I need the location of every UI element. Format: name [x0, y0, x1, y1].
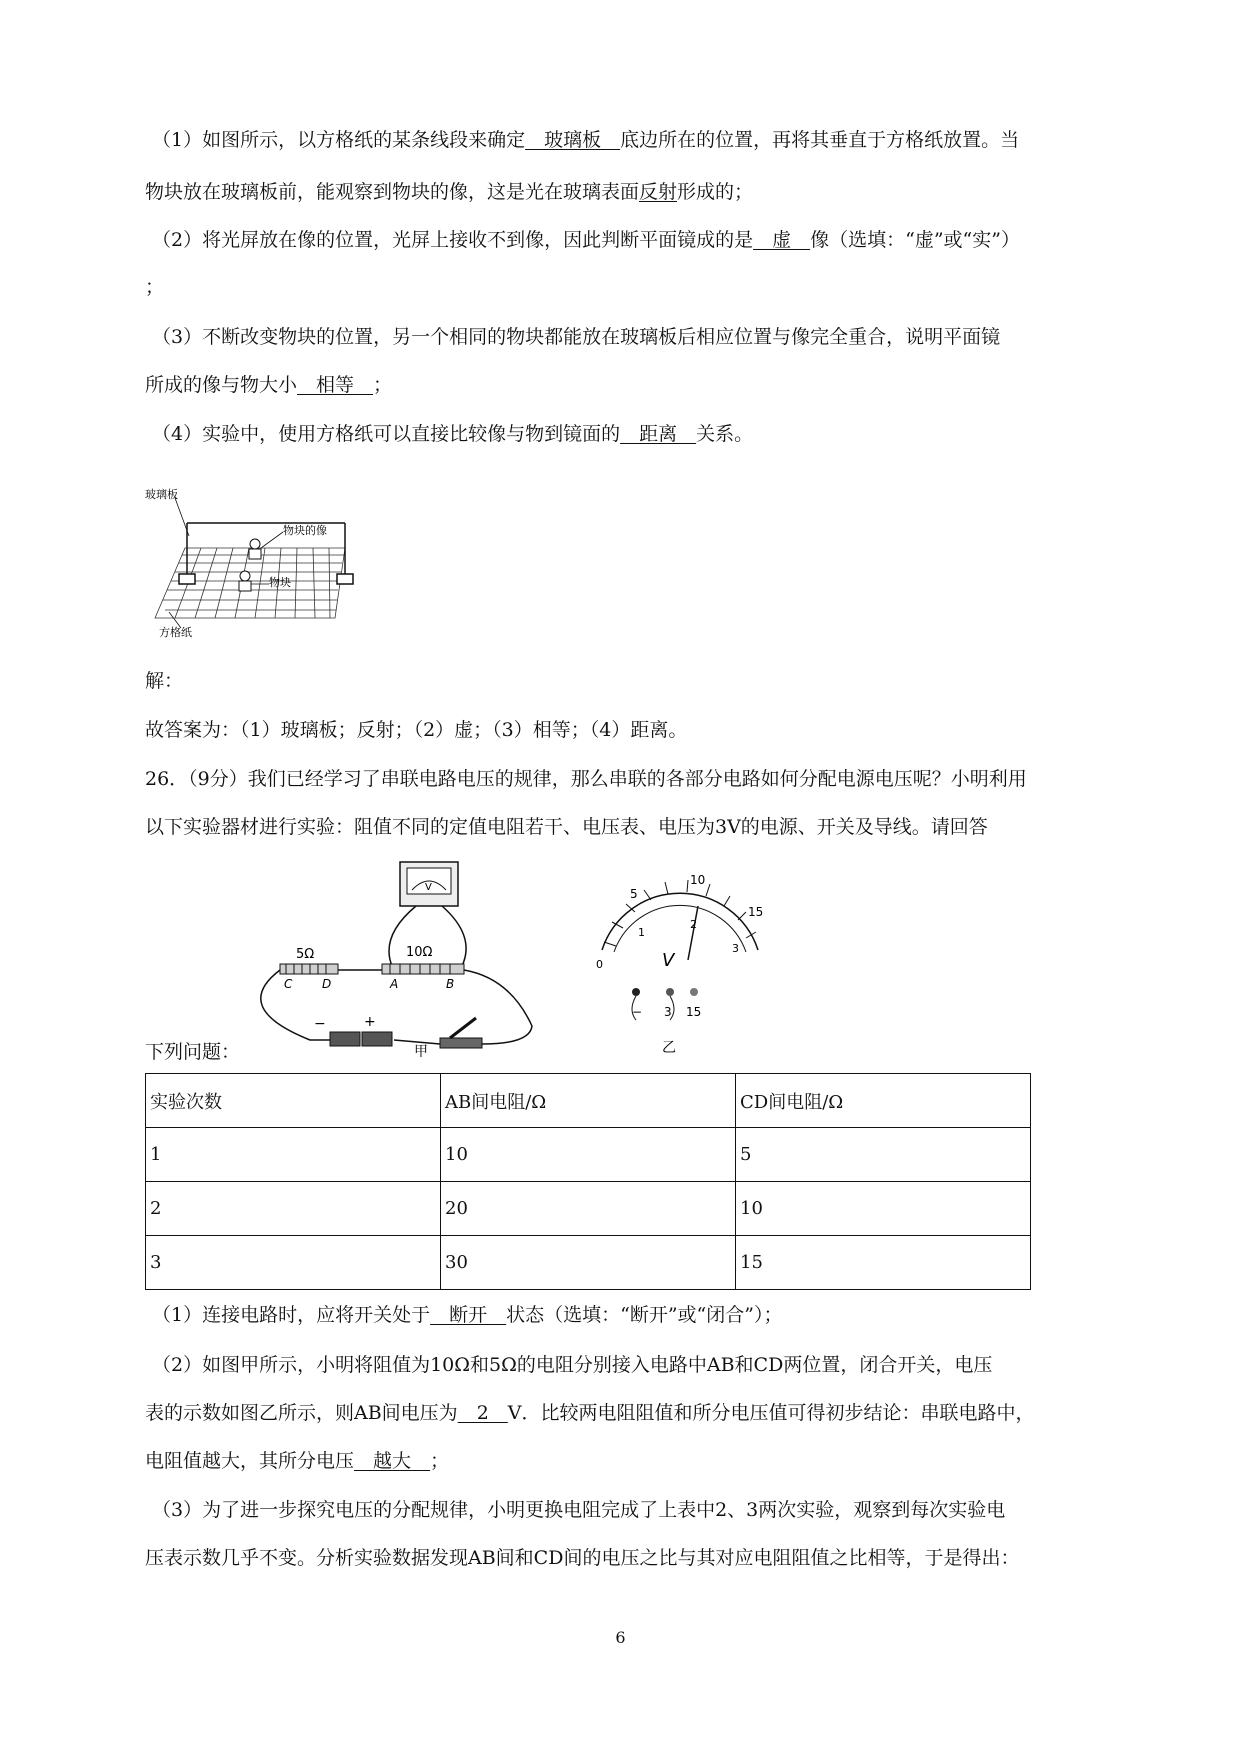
q26-intro-line1: 26．（9分）我们已经学习了串联电路电压的规律，那么串联的各部分电路如何分配电源电压呢？小明利用 — [145, 768, 1027, 790]
q26-part1-line — [152, 1303, 782, 1327]
scale-bottom-2: 2 — [690, 918, 697, 931]
block-image — [249, 539, 261, 559]
answer-distance: 距离 — [620, 423, 697, 445]
q26-part3-line1: （3）为了进一步探究电压的分配规律，小明更换电阻完成了上表中2、3两次实验，观察到每次实验电 — [152, 1499, 1006, 1521]
resistor-5ohm — [280, 964, 338, 974]
table-cell: 2 — [146, 1182, 441, 1236]
table-row — [146, 1182, 1031, 1236]
table-cell: 10 — [441, 1128, 736, 1182]
q25-part2-line1 — [152, 228, 1020, 252]
q26-part2-line2 — [145, 1401, 1035, 1425]
voltmeter-dial-figure-yi — [590, 870, 770, 1056]
terminal-c: C — [284, 977, 293, 991]
table-cell: 1 — [146, 1128, 441, 1182]
resistor-10ohm — [382, 964, 464, 974]
q25-part1-text-c: 物块放在玻璃板前，能观察到物块的像，这是光在玻璃表面 — [145, 181, 640, 203]
answer-open: 断开 — [430, 1304, 507, 1326]
answer-voltage: 2 — [457, 1402, 508, 1424]
q25-part1-text-a: （1）如图所示，以方格纸的某条线段来确定 — [152, 129, 526, 151]
solution-label: 解： — [145, 670, 184, 692]
q25-part2-text-a: （2）将光屏放在像的位置，光屏上接收不到像，因此判断平面镜成的是 — [152, 229, 754, 251]
q25-part2-text-b: 像（选填：“虚”或“实”） — [810, 229, 1020, 251]
q25-part1-text-b: 底边所在的位置，再将其垂直于方格纸放置。当 — [620, 129, 1020, 151]
q25-part1-line1 — [152, 128, 1019, 152]
label-glass-plate: 玻璃板 — [145, 488, 178, 501]
q25-part2-line2: ； — [145, 276, 165, 298]
circuit-figure-jia — [250, 858, 550, 1058]
q25-part3-line1: （3）不断改变物块的位置，另一个相同的物块都能放在玻璃板后相应位置与像完全重合，说明平面镜 — [152, 326, 1001, 348]
table-header: 实验次数 — [146, 1074, 441, 1128]
terminal-d: D — [322, 977, 332, 991]
q25-part3-text-a: 所成的像与物大小 — [145, 374, 298, 396]
answer-equal: 相等 — [297, 374, 374, 396]
table-cell: 20 — [441, 1182, 736, 1236]
table-cell: 30 — [441, 1236, 736, 1290]
terminal-a: A — [390, 977, 399, 991]
terminal-minus: − — [632, 1005, 643, 1019]
table-cell: 15 — [736, 1236, 1031, 1290]
label-block-image: 物块的像 — [283, 524, 327, 537]
q25-part4-line — [152, 422, 753, 446]
q25-part4-text-b: 关系。 — [696, 423, 754, 445]
switch — [440, 1018, 482, 1048]
q26-part3-line2: 压表示数几乎不变。分析实验数据发现AB间和CD间的电压之比与其对应电阻阻值之比相等，于是得出： — [145, 1547, 1020, 1569]
answer-reflection: 反射 — [639, 181, 678, 203]
answer-virtual: 虚 — [753, 229, 811, 251]
table-row — [146, 1128, 1031, 1182]
table-cell: 3 — [146, 1236, 441, 1290]
q26-part2-line3 — [145, 1449, 449, 1473]
q26-intro-line3: 下列问题： — [145, 1041, 241, 1063]
final-answer: 故答案为：（1）玻璃板；反射；（2）虚；（3）相等；（4）距离。 — [145, 719, 688, 741]
q25-part1-line2 — [145, 180, 753, 204]
q26-part1-text-a: （1）连接电路时，应将开关处于 — [152, 1304, 431, 1326]
answer-larger: 越大 — [354, 1450, 431, 1472]
table-header: CD间电阻/Ω — [736, 1074, 1031, 1128]
mirror-experiment-figure — [145, 478, 375, 638]
table-cell: 10 — [736, 1182, 1031, 1236]
experiment-table — [145, 1073, 1031, 1290]
block-object — [239, 571, 251, 591]
q25-part1-text-d: 形成的； — [677, 181, 754, 203]
q26-part1-text-b: 状态（选填：“断开”或“闭合”）； — [506, 1304, 783, 1326]
battery-plus: + — [364, 1014, 376, 1030]
q25-part4-text-a: （4）实验中，使用方格纸可以直接比较像与物到镜面的 — [152, 423, 621, 445]
q26-part2-text-c: 电阻值越大，其所分电压 — [145, 1450, 355, 1472]
label-10ohm: 10Ω — [406, 945, 433, 960]
q26-part2-line1: （2）如图甲所示，小明将阻值为10Ω和5Ω的电阻分别接入电路中AB和CD两位置，闭合开关，电压 — [152, 1354, 993, 1376]
dial-unit: V — [662, 950, 675, 971]
q26-intro-line2: 以下实验器材进行实验：阻值不同的定值电阻若干、电压表、电压为3V的电源、开关及导线。请回答 — [145, 816, 988, 838]
battery — [330, 1032, 392, 1046]
page-number: 6 — [615, 1628, 626, 1647]
answer-glass-plate: 玻璃板 — [525, 129, 621, 151]
dial-pointer — [688, 906, 698, 960]
scale-top-10: 10 — [690, 873, 706, 887]
scale-top-5: 5 — [630, 887, 638, 901]
table-cell: 5 — [736, 1128, 1031, 1182]
q25-part3-line2 — [145, 373, 392, 397]
caption-yi: 乙 — [662, 1040, 676, 1056]
label-grid-paper: 方格纸 — [159, 626, 192, 638]
scale-bottom-3: 3 — [732, 942, 739, 955]
table-row — [146, 1236, 1031, 1290]
terminal-3: 3 — [664, 1005, 672, 1019]
label-block: 物块 — [269, 576, 291, 589]
q26-part2-text-b: V．比较两电阻阻值和所分电压值可得初步结论：串联电路中， — [507, 1402, 1035, 1424]
scale-bottom-0: 0 — [596, 958, 603, 971]
battery-minus: − — [314, 1016, 326, 1032]
voltmeter — [400, 862, 458, 906]
scale-bottom-1: 1 — [638, 926, 645, 939]
terminal-b: B — [446, 977, 455, 991]
label-5ohm: 5Ω — [296, 947, 315, 962]
q26-part2-text-d: ； — [430, 1450, 450, 1472]
q26-part2-text-a: 表的示数如图乙所示，则AB间电压为 — [145, 1402, 458, 1424]
meter-symbol: V — [425, 882, 432, 893]
q25-part3-text-b: ； — [373, 374, 393, 396]
table-header: AB间电阻/Ω — [441, 1074, 736, 1128]
caption-jia: 甲 — [414, 1044, 428, 1058]
table-header-row — [146, 1074, 1031, 1128]
terminal-15: 15 — [686, 1005, 702, 1019]
scale-top-15: 15 — [748, 905, 764, 919]
